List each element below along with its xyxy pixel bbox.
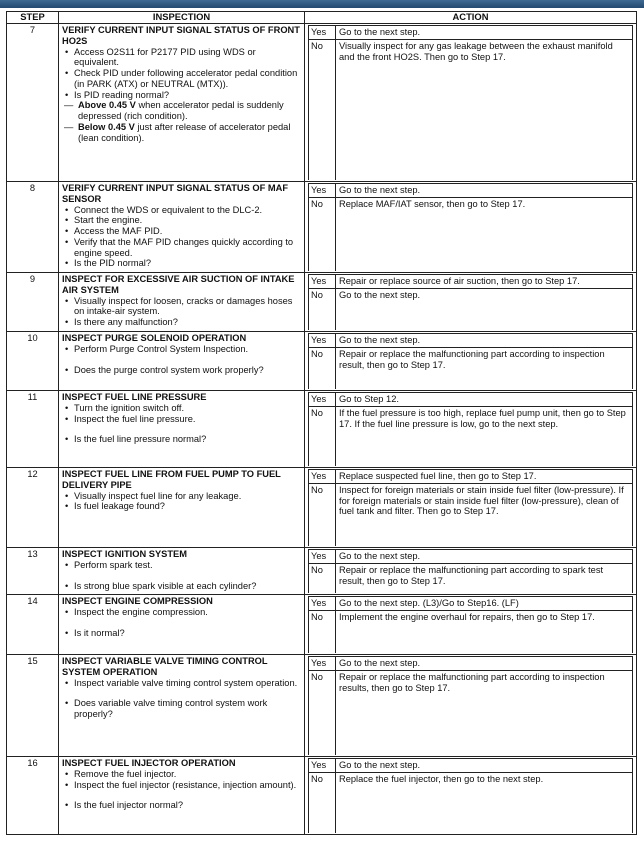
criteria-value: Below 0.45 V — [78, 122, 135, 133]
action-table — [308, 333, 633, 389]
no-label: No — [309, 670, 336, 755]
inspection-step: • Is fuel leakage found? — [74, 501, 301, 512]
inspection-cell — [59, 332, 305, 391]
action-table — [308, 469, 633, 546]
table-row — [7, 757, 637, 835]
table-row — [7, 468, 637, 548]
action-cell — [305, 655, 637, 757]
yes-row — [309, 26, 633, 40]
yes-row — [309, 597, 633, 611]
inspection-question-list — [62, 434, 301, 445]
inspection-step: • Verify that the MAF PID changes quickly according to engine speed. — [74, 237, 301, 259]
diagnostic-table — [6, 11, 637, 835]
action-cell — [305, 182, 637, 273]
action-cell — [305, 273, 637, 332]
step-number: 16 — [7, 757, 59, 835]
yes-action: Go to Step 12. — [336, 393, 633, 407]
no-action: If the fuel pressure is too high, replace fuel pump unit, then go to Step 17. If the fuel line pressure is low, go to the next step. — [336, 406, 633, 466]
no-row — [309, 288, 633, 330]
inspection-question: • Is the fuel line pressure normal? — [74, 434, 301, 445]
yes-row — [309, 657, 633, 671]
no-row — [309, 347, 633, 389]
inspection-steps — [62, 205, 301, 270]
action-table — [308, 25, 633, 180]
top-banner — [0, 0, 644, 8]
inspection-question-list — [62, 800, 301, 811]
yes-row — [309, 470, 633, 484]
yes-label: Yes — [309, 759, 336, 773]
inspection-title: INSPECT FOR EXCESSIVE AIR SUCTION OF INTAKE AIR SYSTEM — [62, 274, 295, 295]
yes-label: Yes — [309, 550, 336, 564]
inspection-title: INSPECT IGNITION SYSTEM — [62, 549, 188, 559]
header-row — [7, 12, 637, 24]
yes-label: Yes — [309, 275, 336, 289]
table-row — [7, 24, 637, 182]
inspection-cell — [59, 391, 305, 468]
yes-action: Go to the next step. — [336, 550, 633, 564]
inspection-title: VERIFY CURRENT INPUT SIGNAL STATUS OF MAF SENSOR — [62, 183, 289, 204]
yes-action: Repair or replace source of air suction, then go to Step 17. — [336, 275, 633, 289]
inspection-step: • Is the PID normal? — [74, 258, 301, 269]
criteria-value: Above 0.45 V — [78, 100, 136, 111]
step-number: 7 — [7, 24, 59, 182]
yes-action: Go to the next step. — [336, 184, 633, 198]
criteria-text: when accelerator pedal is suddenly depressed (rich condition). — [78, 100, 284, 122]
no-action: Repair or replace the malfunctioning part according to inspection results, then go to Step 17. — [336, 670, 633, 755]
no-row — [309, 483, 633, 546]
inspection-steps — [62, 296, 301, 328]
no-action: Replace MAF/IAT sensor, then go to Step 17. — [336, 197, 633, 271]
yes-action: Go to the next step. — [336, 759, 633, 773]
table-row — [7, 595, 637, 655]
yes-label: Yes — [309, 26, 336, 40]
header-step: STEP — [7, 12, 59, 24]
no-action: Inspect for foreign materials or stain inside fuel filter (low-pressure). If for foreign materials or stain inside fuel filter (low-pressure), clean of fuel tank and filter. Then go to Step 17. — [336, 483, 633, 546]
inspection-question: • Does the purge control system work properly? — [74, 365, 301, 376]
inspection-title: VERIFY CURRENT INPUT SIGNAL STATUS OF FRONT HO2S — [62, 25, 300, 46]
yes-row — [309, 759, 633, 773]
inspection-title: INSPECT FUEL LINE PRESSURE — [62, 392, 207, 402]
inspection-cell — [59, 548, 305, 595]
inspection-step: • Connect the WDS or equivalent to the DLC-2. — [74, 205, 301, 216]
action-table — [308, 596, 633, 653]
step-number: 11 — [7, 391, 59, 468]
inspection-step: • Inspect variable valve timing control system operation. — [74, 678, 301, 689]
no-label: No — [309, 347, 336, 389]
no-action: Visually inspect for any gas leakage between the exhaust manifold and the front HO2S. Then go to Step 17. — [336, 39, 633, 180]
inspection-step: • Turn the ignition switch off. — [74, 403, 301, 414]
no-label: No — [309, 772, 336, 833]
yes-action: Go to the next step. (L3)/Go to Step16. (LF) — [336, 597, 633, 611]
inspection-question-list — [62, 628, 301, 639]
no-row — [309, 39, 633, 180]
inspection-step: • Access O2S11 for P2177 PID using WDS or equivalent. — [74, 47, 301, 69]
table-body — [7, 24, 637, 835]
action-cell — [305, 548, 637, 595]
action-cell — [305, 595, 637, 655]
action-table — [308, 758, 633, 833]
action-cell — [305, 391, 637, 468]
yes-label: Yes — [309, 393, 336, 407]
step-number: 15 — [7, 655, 59, 757]
inspection-title: INSPECT VARIABLE VALVE TIMING CONTROL SYSTEM OPERATION — [62, 656, 268, 677]
inspection-question: • Is it normal? — [74, 628, 301, 639]
no-row — [309, 772, 633, 833]
inspection-cell — [59, 468, 305, 548]
yes-row — [309, 275, 633, 289]
table-row — [7, 391, 637, 468]
inspection-question-list — [62, 581, 301, 592]
yes-label: Yes — [309, 184, 336, 198]
action-cell — [305, 757, 637, 835]
action-cell — [305, 468, 637, 548]
inspection-title: INSPECT ENGINE COMPRESSION — [62, 596, 213, 606]
yes-label: Yes — [309, 334, 336, 348]
no-action: Implement the engine overhaul for repairs, then go to Step 17. — [336, 610, 633, 653]
no-row — [309, 563, 633, 593]
inspection-steps — [62, 769, 301, 791]
action-table — [308, 392, 633, 466]
inspection-steps — [62, 560, 301, 571]
action-table — [308, 183, 633, 271]
no-label: No — [309, 563, 336, 593]
no-action: Repair or replace the malfunctioning part according to inspection result, then go to Step 17. — [336, 347, 633, 389]
inspection-cell — [59, 595, 305, 655]
header-action: ACTION — [305, 12, 637, 24]
yes-label: Yes — [309, 597, 336, 611]
inspection-cell — [59, 273, 305, 332]
yes-label: Yes — [309, 657, 336, 671]
inspection-title: INSPECT PURGE SOLENOID OPERATION — [62, 333, 247, 343]
inspection-step: • Access the MAF PID. — [74, 226, 301, 237]
inspection-question: • Is the fuel injector normal? — [74, 800, 301, 811]
inspection-cell — [59, 757, 305, 835]
inspection-question-list — [62, 698, 301, 720]
inspection-step: • Remove the fuel injector. — [74, 769, 301, 780]
inspection-step: • Perform spark test. — [74, 560, 301, 571]
yes-row — [309, 393, 633, 407]
inspection-question: • Is strong blue spark visible at each cylinder? — [74, 581, 301, 592]
step-number: 12 — [7, 468, 59, 548]
inspection-step: • Inspect the fuel injector (resistance, injection amount). — [74, 780, 301, 791]
no-row — [309, 670, 633, 755]
no-label: No — [309, 483, 336, 546]
no-row — [309, 197, 633, 271]
inspection-cell — [59, 24, 305, 182]
inspection-steps — [62, 47, 301, 101]
action-cell — [305, 24, 637, 182]
inspection-step: • Visually inspect for loosen, cracks or damages hoses on intake-air system. — [74, 296, 301, 318]
step-number: 10 — [7, 332, 59, 391]
inspection-cell — [59, 182, 305, 273]
no-label: No — [309, 197, 336, 271]
yes-row — [309, 334, 633, 348]
no-action: Repair or replace the malfunctioning part according to spark test result, then go to Step 17. — [336, 563, 633, 593]
inspection-step: • Is there any malfunction? — [74, 317, 301, 328]
yes-action: Go to the next step. — [336, 334, 633, 348]
no-label: No — [309, 406, 336, 466]
step-number: 14 — [7, 595, 59, 655]
no-label: No — [309, 610, 336, 653]
no-label: No — [309, 288, 336, 330]
inspection-steps — [62, 678, 301, 689]
step-number: 9 — [7, 273, 59, 332]
inspection-steps — [62, 491, 301, 513]
action-cell — [305, 332, 637, 391]
no-row — [309, 406, 633, 466]
inspection-step: • Check PID under following accelerator pedal condition (in PARK (ATX) or NEUTRAL (MTX)). — [74, 68, 301, 90]
criteria-item — [62, 122, 301, 144]
table-row — [7, 332, 637, 391]
action-table — [308, 656, 633, 755]
step-number: 13 — [7, 548, 59, 595]
inspection-title: INSPECT FUEL INJECTOR OPERATION — [62, 758, 236, 768]
inspection-step: • Start the engine. — [74, 215, 301, 226]
inspection-steps — [62, 344, 301, 355]
criteria-item — [62, 100, 301, 122]
yes-action: Go to the next step. — [336, 26, 633, 40]
step-number: 8 — [7, 182, 59, 273]
no-action: Go to the next step. — [336, 288, 633, 330]
inspection-title: INSPECT FUEL LINE FROM FUEL PUMP TO FUEL DELIVERY PIPE — [62, 469, 281, 490]
action-table — [308, 549, 633, 593]
yes-row — [309, 184, 633, 198]
yes-row — [309, 550, 633, 564]
inspection-question-list — [62, 365, 301, 376]
no-row — [309, 610, 633, 653]
inspection-step: • Inspect the fuel line pressure. — [74, 414, 301, 425]
criteria-text: just after release of accelerator pedal (lean condition). — [78, 122, 291, 143]
inspection-cell — [59, 655, 305, 757]
inspection-step: • Inspect the engine compression. — [74, 607, 301, 618]
table-row — [7, 273, 637, 332]
yes-action: Replace suspected fuel line, then go to Step 17. — [336, 470, 633, 484]
no-label: No — [309, 39, 336, 180]
action-table — [308, 274, 633, 330]
inspection-step: • Visually inspect fuel line for any leakage. — [74, 491, 301, 502]
table-row — [7, 655, 637, 757]
yes-label: Yes — [309, 470, 336, 484]
inspection-step: • Perform Purge Control System Inspection. — [74, 344, 301, 355]
inspection-question: • Does variable valve timing control system work properly? — [74, 698, 301, 720]
table-row — [7, 548, 637, 595]
table-row — [7, 182, 637, 273]
no-action: Replace the fuel injector, then go to the next step. — [336, 772, 633, 833]
inspection-step: • Is PID reading normal? — [74, 90, 301, 101]
inspection-steps — [62, 403, 301, 425]
yes-action: Go to the next step. — [336, 657, 633, 671]
inspection-steps — [62, 607, 301, 618]
header-inspection: INSPECTION — [59, 12, 305, 24]
